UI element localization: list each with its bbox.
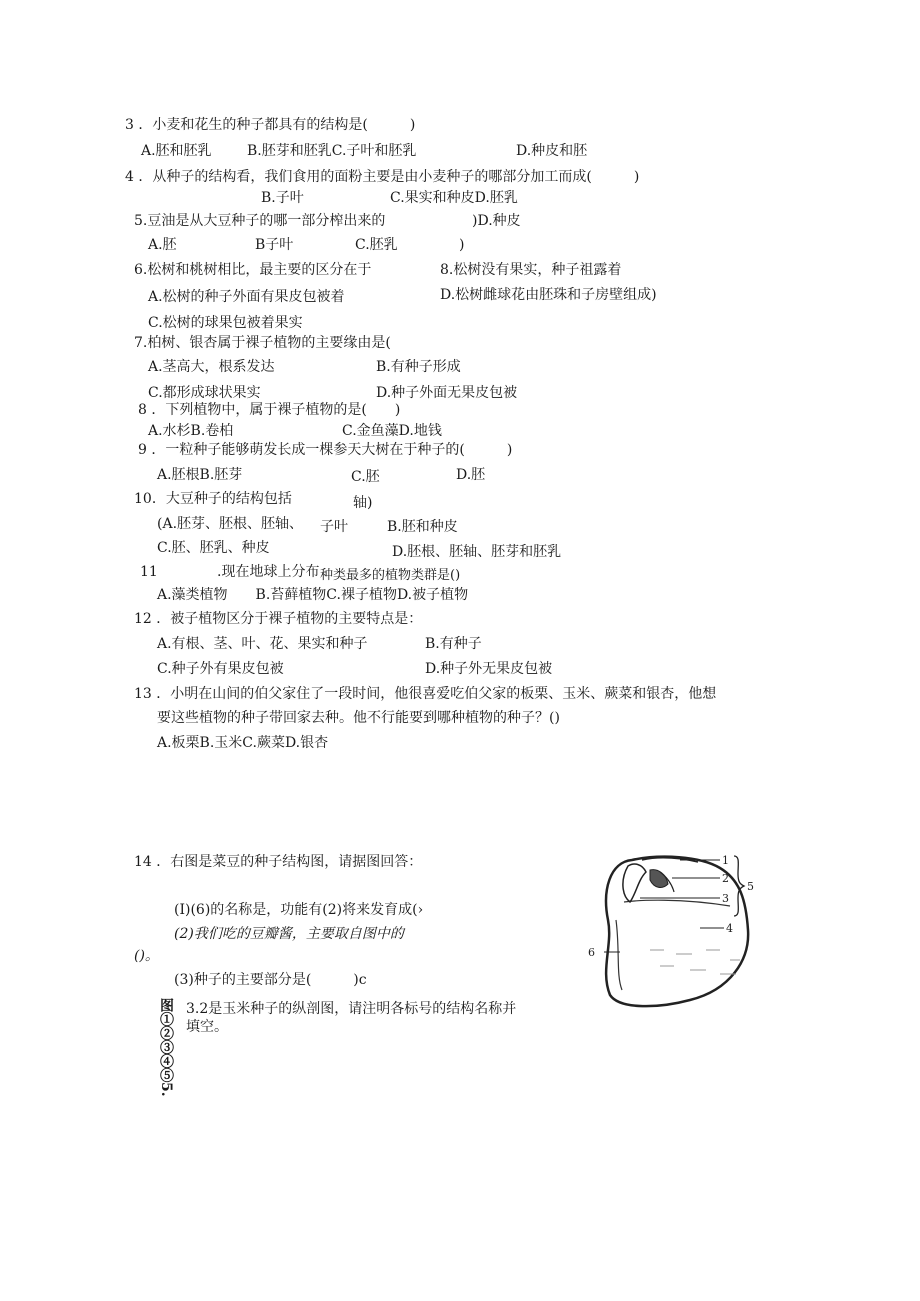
q3-option-d: D.种皮和胚 — [516, 143, 588, 159]
q4-option-b: B.子叶 — [261, 190, 304, 206]
diagram-label-5: 5 — [747, 880, 754, 893]
q9-stem: 9 ．一粒种子能够萌发长成一棵参天大树在于种子的( ) — [138, 442, 513, 458]
q13-options: A.板栗B.玉米C.蕨菜D.银杏 — [157, 735, 329, 751]
q11-stem: .现在地球上分布 — [217, 564, 320, 580]
q8-option-ab: A.水杉B.卷柏 — [148, 423, 234, 439]
q10-option-c: C.胚、胚乳、种皮 — [157, 540, 270, 556]
q12-option-c: C.种子外有果皮包被 — [157, 661, 284, 677]
q14-sub1: (I)(6)的名称是，功能有(2)将来发育成(› — [174, 902, 424, 918]
q7-option-d: D.种子外面无果皮包被 — [376, 385, 518, 401]
q6-option-a: A.松树的种子外面有果皮包被着 — [148, 289, 345, 305]
q5-close-paren: ) — [459, 237, 465, 253]
q8-option-cd: C.金鱼藻D.地钱 — [342, 423, 442, 439]
q10-stem: 10．大豆种子的结构包括 — [134, 491, 292, 507]
q7-option-c: C.都形成球状果实 — [148, 385, 261, 401]
q7-stem: 7.柏树、银杏属于裸子植物的主要缘由是( — [134, 335, 391, 351]
q4-stem: 4 ．从种子的结构看，我们食用的面粉主要是由小麦种子的哪部分加工而成( ) — [125, 169, 640, 185]
diagram-label-3: 3 — [722, 892, 729, 905]
q14-stem: 14 ．右图是菜豆的种子结构图，请据图回答： — [134, 854, 423, 870]
q6-option-d: D.松树雌球花由胚珠和子房壁组成) — [440, 287, 657, 303]
corn-figure-note: 3.2是玉米种子的纵剖图，请注明各标号的结构名称并 — [186, 1001, 517, 1017]
q9-option-d: D.胚 — [456, 467, 486, 483]
corn-figure-note-cont: 填空。 — [186, 1019, 228, 1035]
q6-option-c: C.松树的球果包被着果实 — [148, 315, 303, 331]
q5-option-b: B子叶 — [255, 237, 294, 253]
q4-option-cd: C.果实和种皮D.胚乳 — [390, 190, 518, 206]
q10-option-d: D.胚根、胚轴、胚芽和胚乳 — [392, 544, 562, 560]
q5-option-a: A.胚 — [148, 237, 177, 253]
q3-option-bc: B.胚芽和胚乳C.子叶和胚乳 — [247, 143, 417, 159]
q12-stem: 12 ．被子植物区分于裸子植物的主要特点是： — [134, 611, 423, 627]
q5-option-c: C.胚乳 — [355, 237, 398, 253]
q12-option-a: A.有根、茎、叶、花、果实和种子 — [157, 636, 368, 652]
q13-line2: 要这些植物的种子带回家去种。他不行能要到哪种植物的种子？() — [157, 710, 560, 726]
q14-sub2: (2)我们吃的豆瓣酱，主要取自图中的 — [174, 926, 404, 942]
diagram-label-6: 6 — [588, 946, 595, 959]
q14-sub3: (3)种子的主要部分是( )c — [174, 972, 367, 988]
q9-option-ab: A.胚根B.胚芽 — [157, 467, 243, 483]
vertical-figure-labels: 图①②③④⑤5. — [158, 998, 174, 1097]
q11-number: 11 — [140, 564, 158, 580]
q11-options: A.藻类植物 B.苔藓植物C.裸子植物D.被子植物 — [157, 587, 469, 603]
q3-stem: 3 ．小麦和花生的种子都具有的结构是( ) — [125, 117, 416, 133]
q7-option-b: B.有种子形成 — [376, 359, 461, 375]
q13-line1: 13 ．小明在山间的伯父家住了一段时间，他很喜爱吃伯父家的板栗、玉米、蕨菜和银杏，他想 — [134, 686, 717, 702]
diagram-label-4: 4 — [726, 922, 733, 935]
q12-option-b: B.有种子 — [425, 636, 482, 652]
q5-stem: 5.豆油是从大豆种子的哪一部分榨出来的 — [134, 213, 386, 229]
q7-option-a: A.茎高大，根系发达 — [148, 359, 275, 375]
q6-stem: 6.松树和桃树相比，最主要的区分在于 — [134, 262, 372, 278]
q10-zhou: 轴) — [353, 495, 373, 511]
q10-option-a-cont: 子叶 — [320, 519, 348, 535]
q11-stem-cont: 种类最多的植物类群是() — [320, 568, 461, 583]
q10-option-a: (A.胚芽、胚根、胚轴、 — [157, 516, 304, 532]
q9-option-c: C.胚 — [351, 469, 380, 485]
q8-stem: 8 ．下列植物中，属于裸子植物的是( ) — [138, 402, 401, 418]
q3-option-a: A.胚和胚乳 — [141, 143, 212, 159]
q6-option-b: 8.松树没有果实，种子祖露着 — [440, 262, 622, 278]
q14-sub2-answer: ()。 — [134, 948, 159, 964]
q10-option-b: B.胚和种皮 — [387, 519, 458, 535]
bean-seed-diagram — [580, 850, 760, 1010]
q5-option-d: )D.种皮 — [472, 213, 521, 229]
diagram-label-1: 1 — [722, 854, 729, 867]
diagram-label-2: 2 — [722, 872, 729, 885]
q12-option-d: D.种子外无果皮包被 — [425, 661, 553, 677]
